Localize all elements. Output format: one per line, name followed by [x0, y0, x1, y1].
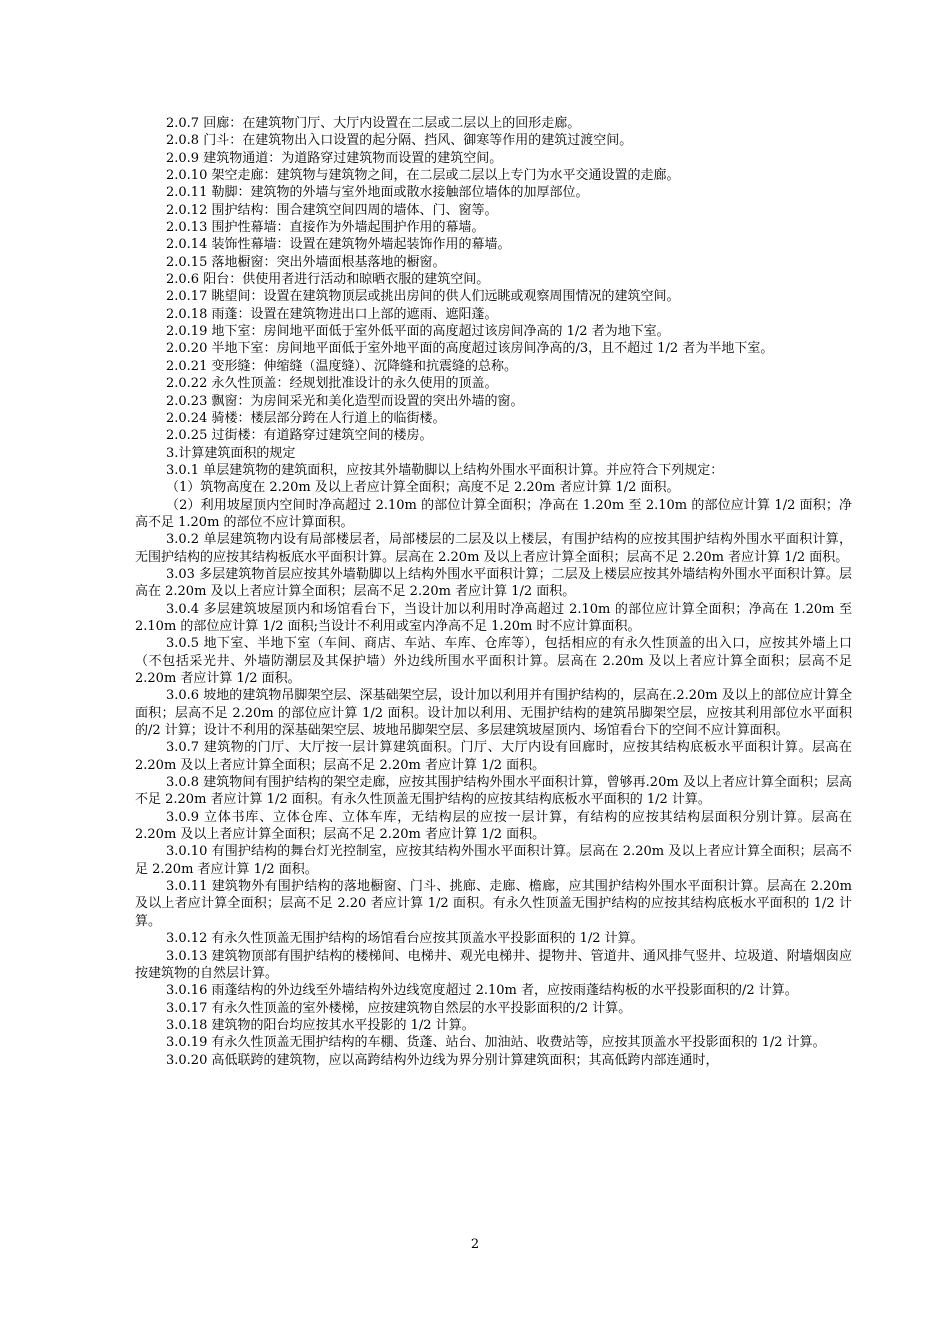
paragraph: 2.0.12 围护结构：围合建筑空间四周的墙体、门、窗等。: [166, 202, 498, 218]
paragraph: 2.0.8 门斗：在建筑物出入口设置的起分隔、挡风、御寒等作用的建筑过渡空间。: [166, 133, 633, 149]
paragraph: 2.0.14 装饰性幕墙：设置在建筑物外墙起装饰作用的幕墙。: [166, 237, 511, 253]
paragraph: 3.0.6 坡地的建筑物吊脚架空层、深基础架空层，设计加以利用并有围护结构的，层高在.2.20m 及以上的部位应计算全面积；层高不足 2.20m 的部位应计算 1/2 面积。设计加以利用、无围护结构的建筑吊脚架空层，应按其利用部位水平面积的/2 计算；设计不利用的深基础架空层、坡地吊脚架空层、多层建筑坡屋顶内、场馆看台下的空间不应计算面积。: [135, 688, 852, 739]
paragraph: 3.0.1 单层建筑物的建筑面积，应按其外墙勒脚以上结构外围水平面积计算。并应符合下列规定：: [166, 462, 724, 478]
paragraph: 2.0.19 地下室：房间地平面低于室外低平面的高度超过该房间净高的 1/2 者为地下室。: [166, 324, 670, 340]
paragraph: 2.0.9 建筑物通道：为道路穿过建筑物而设置的建筑空间。: [166, 150, 503, 166]
paragraph: 2.0.20 半地下室：房间地平面低于室外地平面的高度超过该房间净高的/3，且不超过 1/2 者为半地下室。: [166, 341, 774, 357]
paragraph: 3.0.7 建筑物的门厅、大厅按一层计算建筑面积。门厅、大厅内设有回廊时，应按其结构底板水平面积计算。层高在 2.20m 及以上者应计算全面积；层高不足 2.20m 者应计算 1/2 面积。: [135, 740, 852, 773]
paragraph: （2）利用坡屋顶内空间时净高超过 2.10m 的部位计算全面积；净高在 1.20m 至 2.10m 的部位应计算 1/2 面积；净高不足 1.20m 的部位不应计算面积。: [135, 497, 852, 530]
paragraph: 2.0.23 飘窗：为房间采光和美化造型而设置的突出外墙的窗。: [166, 393, 524, 409]
paragraph: 2.0.10 架空走廊：建筑物与建筑物之间，在二层或二层以上专门为水平交通设置的走廊。: [166, 168, 680, 184]
paragraph: 2.0.21 变形缝：伸缩缝（温度缝）、沉降缝和抗震缝的总称。: [166, 358, 517, 374]
paragraph: 3.0.2 单层建筑物内设有局部楼层者，局部楼层的二层及以上楼层，有围护结构的应按其围护结构外围水平面积计算，无围护结构的应按其结构板底水平面积计算。层高在 2.20m 及以上者应计算全面积；层高不足 2.20m 者应计算 1/2 面积。: [135, 532, 852, 565]
paragraph: 3.0.20 高低联跨的建筑物，应以高跨结构外边线为界分别计算建筑面积；其高低跨内部连通时，: [166, 1052, 719, 1068]
paragraph: 3.0.18 建筑物的阳台均应按其水平投影的 1/2 计算。: [166, 1017, 475, 1033]
paragraph: 3.0.16 雨蓬结构的外边线至外墙结构外边线宽度超过 2.10m 者，应按雨蓬结构板的水平投影面积的/2 计算。: [166, 983, 798, 999]
paragraph: 3.0.8 建筑物间有围护结构的架空走廊，应按其围护结构外围水平面积计算，曾够再.20m 及以上者应计算全面积；层高不足 2.20m 者应计算 1/2 面积。有永久性顶盖无围护结构的应按其结构底板水平面积的 1/2 计算。: [135, 775, 852, 808]
paragraph: 3.0.5 地下室、半地下室（车间、商店、车站、车库、仓库等），包括相应的有永久性顶盖的出入口，应按其外墙上口（不包括采光井、外墙防潮层及其保护墙）外边线所围水平面积计算。层高在 2.20m 及以上者应计算全面积；层高不足 2.20m 者应计算 1/2 面积。: [135, 636, 852, 686]
paragraph: 3.0.9 立体书库、立体仓库、立体车库，无结构层的应按一层计算，有结构的应按其结构层面积分别计算。层高在 2.20m 及以上者应计算全面积；层高不足 2.20m 者应计算 1/2 面积。: [135, 809, 852, 843]
paragraph: 3.0.11 建筑物外有围护结构的落地橱窗、门斗、挑廊、走廊、檐廊，应其围护结构外围水平面积计算。层高在 2.20m 及以上者应计算全面积；层高不足 2.20 者应计算 1/2 面积。有永久性顶盖无围护结构的应按其结构底板水平面积的 1/2 计算。: [135, 879, 852, 929]
paragraph: 3.0.19 有永久性顶盖无围护结构的车棚、货蓬、站台、加油站、收费站等，应按其顶盖水平投影面积的 1/2 计算。: [166, 1035, 826, 1051]
paragraph: 2.0.24 骑楼：楼层部分跨在人行道上的临街楼。: [166, 410, 446, 426]
paragraph: 2.0.25 过街楼：有道路穿过建筑空间的楼房。: [166, 428, 433, 444]
paragraph: 3.0.17 有永久性顶盖的室外楼梯，应按建筑物自然层的水平投影面积的/2 计算。: [166, 1000, 632, 1016]
paragraph: 3.03 多层建筑物首层应按其外墙勒脚以上结构外围水平面积计算；二层及上楼层应按其外墙结构外围水平面积计算。层高在 2.20m 及以上者应计算全面积；层高不足 2.20m 者应计算 1/2 面积。: [135, 566, 852, 600]
paragraph: 3.0.4 多层建筑坡屋顶内和场馆看台下，当设计加以利用时净高超过 2.10m 的部位应计算全面积；净高在 1.20m 至 2.10m 的部位应计算 1/2 面积;当设计不利用或室内净高不足 1.20m 时不应计算面积。: [135, 601, 852, 634]
paragraph: （1）筑物高度在 2.20m 及以上者应计算全面积；高度不足 2.20m 者应计算 1/2 面积。: [166, 480, 680, 496]
paragraph: 2.0.22 永久性顶盖：经规划批准设计的永久使用的顶盖。: [166, 376, 498, 392]
section-heading: 3.计算建筑面积的规定: [166, 445, 296, 461]
paragraph: 2.0.11 勒脚：建筑物的外墙与室外地面或散水接触部位墙体的加厚部位。: [166, 185, 589, 201]
paragraph: 3.0.13 建筑物顶部有围护结构的楼梯间、电梯井、观光电梯井、提物井、管道井、通风排气竖井、垃圾道、附墙烟囱应按建筑物的自然层计算。: [135, 948, 852, 981]
document-body: [135, 115, 852, 1069]
paragraph: 2.0.6 阳台：供使用者进行活动和晾晒衣服的建筑空间。: [166, 272, 490, 288]
paragraph: 3.0.12 有永久性顶盖无围护结构的场馆看台应按其顶盖水平投影面积的 1/2 计算。: [166, 931, 644, 947]
paragraph: 3.0.10 有围护结构的舞台灯光控制室，应按其结构外围水平面积计算。层高在 2.20m 及以上者应计算全面积；层高不足 2.20m 者应计算 1/2 面积。: [135, 844, 852, 877]
paragraph: 2.0.13 围护性幕墙：直接作为外墙起围护作用的幕墙。: [166, 220, 485, 236]
page-number: 2: [470, 1237, 480, 1252]
paragraph: 2.0.7 回廊：在建筑物门厅、大厅内设置在二层或二层以上的回形走廊。: [166, 116, 581, 131]
paragraph: 2.0.17 眺望间：设置在建筑物顶层或挑出房间的供人们远眺或观察周围情况的建筑空间。: [166, 289, 680, 305]
paragraph: 2.0.15 落地橱窗：突出外墙面根基落地的橱窗。: [166, 254, 446, 270]
paragraph: 2.0.18 雨蓬：设置在建筑物进出口上部的遮雨、遮阳蓬。: [166, 306, 498, 322]
